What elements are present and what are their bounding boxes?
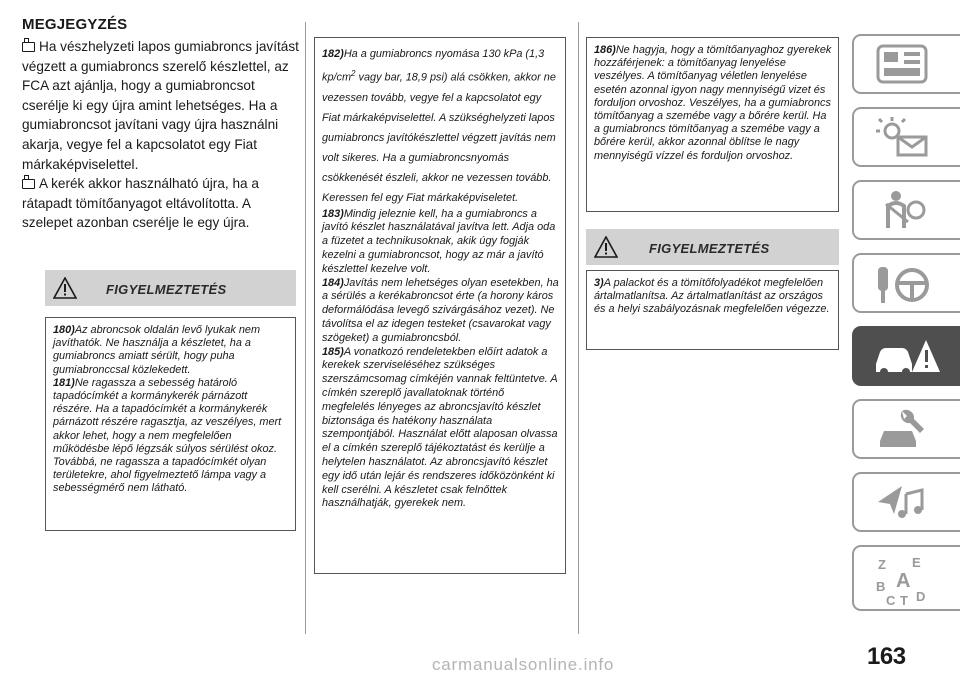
page-number: 163 (867, 643, 906, 670)
warning-triangle-icon (594, 236, 618, 258)
car-dashboard-icon (872, 42, 932, 88)
warning-text: Mindig jeleznie kell, ha a gumiabroncs a javító készlet használatával javítva lett. Adja oda a füzetet a technikusoknak, akik úgy fogják kezelni a gumiabroncsot, hogy az már a javító készlettel kezelve volt. (322, 207, 556, 275)
warning-number: 3) (594, 277, 604, 289)
note-text (22, 37, 300, 233)
warning-box-right-bottom (586, 270, 839, 350)
warning-number: 182) (322, 48, 344, 60)
section-heading: MEGJEGYZÉS (22, 16, 128, 33)
svg-text:C: C (886, 593, 896, 607)
warning-text: A palackot és a tömítőfolyadékot megfelelően ártalmatlanítsa. Az ártalmatlanítást az országos és a helyi szabályozásnak megfelelően végezze. (594, 277, 830, 316)
warning-item-183 (322, 208, 559, 277)
warning-text: Javítás nem lehetséges olyan esetekben, ha a sérülés a kerékabroncsot érte (a horony káros deformálódása levegő szivárgásához vezet). Ne távolítsa el az idegen testeket (csavarokat vagy szögeket) a gumiabroncsból. (322, 276, 559, 344)
warning-number: 186) (594, 44, 616, 56)
warning-number: 181) (53, 376, 75, 389)
watermark: carmanualsonline.info (432, 655, 615, 674)
tab-safety[interactable] (852, 180, 960, 240)
svg-text:Z: Z (878, 557, 886, 572)
svg-text:A: A (896, 570, 911, 592)
warning-box-middle (314, 37, 566, 574)
note-paragraph-2-text: A kerék akkor használható újra, ha a rátapadt tömítőanyagot eltávolította. A szelepet azonban cserélje le egy újra. (22, 176, 259, 231)
alphabet-index-icon (872, 553, 932, 607)
warning-text: Ne hagyja, hogy a tömítőanyaghoz gyerekek hozzáférjenek: a tömítőanyag lenyelése veszélyes. A tömítőanyag véletlen lenyelése esetén azonnal igyon nagy mennyiségű vizet és forduljon orvoshoz. Veszélyes, ha a gumiabroncs tömítőanyag a szemébe vagy a bőrére kerül. Ha a gumiabroncs tömítőanyag a szemébe vagy a bőrére kerül, akkor azonnal öblítse le nagy mennyiségű vízzel és forduljon orvoshoz. (594, 44, 832, 162)
tab-dashboard[interactable] (852, 34, 960, 94)
breakdown-emergency-icon (872, 334, 942, 380)
warning-title: FIGYELMEZTETÉS (649, 241, 770, 256)
lights-mail-icon (872, 115, 932, 161)
tab-emergency[interactable] (852, 326, 960, 386)
warning-item-180 (53, 324, 289, 377)
warning-title: FIGYELMEZTETÉS (106, 282, 227, 297)
note-paragraph-1 (22, 37, 300, 174)
column-divider (305, 22, 306, 634)
warning-triangle-icon (53, 277, 77, 299)
svg-text:D: D (916, 589, 926, 604)
note-book-icon (22, 42, 35, 52)
note-paragraph-1-text: Ha vészhelyzeti lapos gumiabroncs javítást végzett a gumiabroncs szerelő készlettel, az FCA azt ajánlja, hogy a gumiabroncsot cserélje ki egy újra amint lehetséges. Ha a gumiabroncsot javítani vagy újra használni akarja, vegye fel a kapcsolatot egy Fiat márkaképviselettel. (22, 39, 299, 172)
warning-item-3 (594, 277, 832, 317)
tab-index[interactable] (852, 545, 960, 611)
svg-text:T: T (900, 593, 908, 607)
warning-text: vagy bar, 18,9 psi) alá csökken, akkor ne vezessen tovább, vegye fel a kapcsolatot egy Fiat márkaképviselettel. A szükséghelyzeti lapos gumiabroncs javítókészlettel végzett javítás nem volt sikeres. Ha a gumiabroncsnyomás csökkenését észleli, akkor ne vezessen tovább. Keressen fel egy Fiat márkaképviseletet. (322, 71, 556, 204)
seatbelt-airbag-icon (872, 188, 932, 234)
warning-box-left (45, 317, 296, 531)
warning-text: A vonatkozó rendeletekben előírt adatok a kerekek szerviseléséhez szükséges szerszámcsomag címkéjén vannak feltüntetve. A címkén szereplő javallatoknak történő megfelelés lényeges az abroncsjavító készlet biztonsága és hatékony használata szempontjából. Használat előtt alaposan olvassa el a címkén szereplő tájékoztatást és kerülje a helytelen használatot. Az abroncsjavító készlet egy idő után lejár és rendszeres időközönként ki kell cserélni. A készletet csak felnőttek használhatják, gyerekek nem. (322, 345, 558, 510)
warning-item-184 (322, 277, 559, 346)
warning-number: 183) (322, 207, 344, 220)
warning-item-182 (322, 44, 559, 208)
svg-text:E: E (912, 555, 921, 570)
warning-number: 185) (322, 345, 344, 358)
warning-item-185 (322, 346, 559, 512)
note-paragraph-2 (22, 174, 300, 233)
tab-lights[interactable] (852, 107, 960, 167)
column-divider (578, 22, 579, 634)
warning-text: Ne ragassza a sebesség határoló tapadócímkét a kormánykerék párnázott részére. Ha a tapadócímkét a kormánykerék párnázott részére ragasztja, az veszélyes, mert akkor lehet, hogy a nem megfelelően működésbe lépő légzsák súlyos sérülést okoz. Továbbá, ne ragassza a tapadócímkét olyan területekre, ahol figyelmeztető lámpa vagy a sebességmérő nem látható. (53, 376, 282, 495)
warning-item-181 (53, 377, 289, 496)
svg-text:B: B (876, 579, 886, 594)
note-book-icon (22, 179, 35, 189)
wrench-car-icon (872, 407, 932, 453)
warning-box-right-top (586, 37, 839, 212)
navigation-music-icon (872, 480, 932, 526)
warning-header-left (45, 270, 296, 306)
tab-maintenance[interactable] (852, 399, 960, 459)
tab-start[interactable] (852, 253, 960, 313)
tab-multimedia[interactable] (852, 472, 960, 532)
warning-item-186 (594, 44, 832, 163)
warning-text: Az abroncsok oldalán levő lyukak nem javíthatók. Ne használja a készletet, ha a gumiabroncs amiatt sérült, hogy puha gumiabronccsal közlekedett. (53, 324, 261, 376)
warning-number: 180) (53, 324, 75, 336)
warning-number: 184) (322, 276, 344, 289)
key-steering-icon (872, 261, 932, 307)
warning-text: Ha a gumiabroncs nyomása 130 kPa (1,3 kp/cm (322, 48, 545, 84)
chapter-tabs (852, 34, 960, 624)
superscript: 2 (351, 69, 356, 78)
warning-header-right (586, 229, 839, 265)
